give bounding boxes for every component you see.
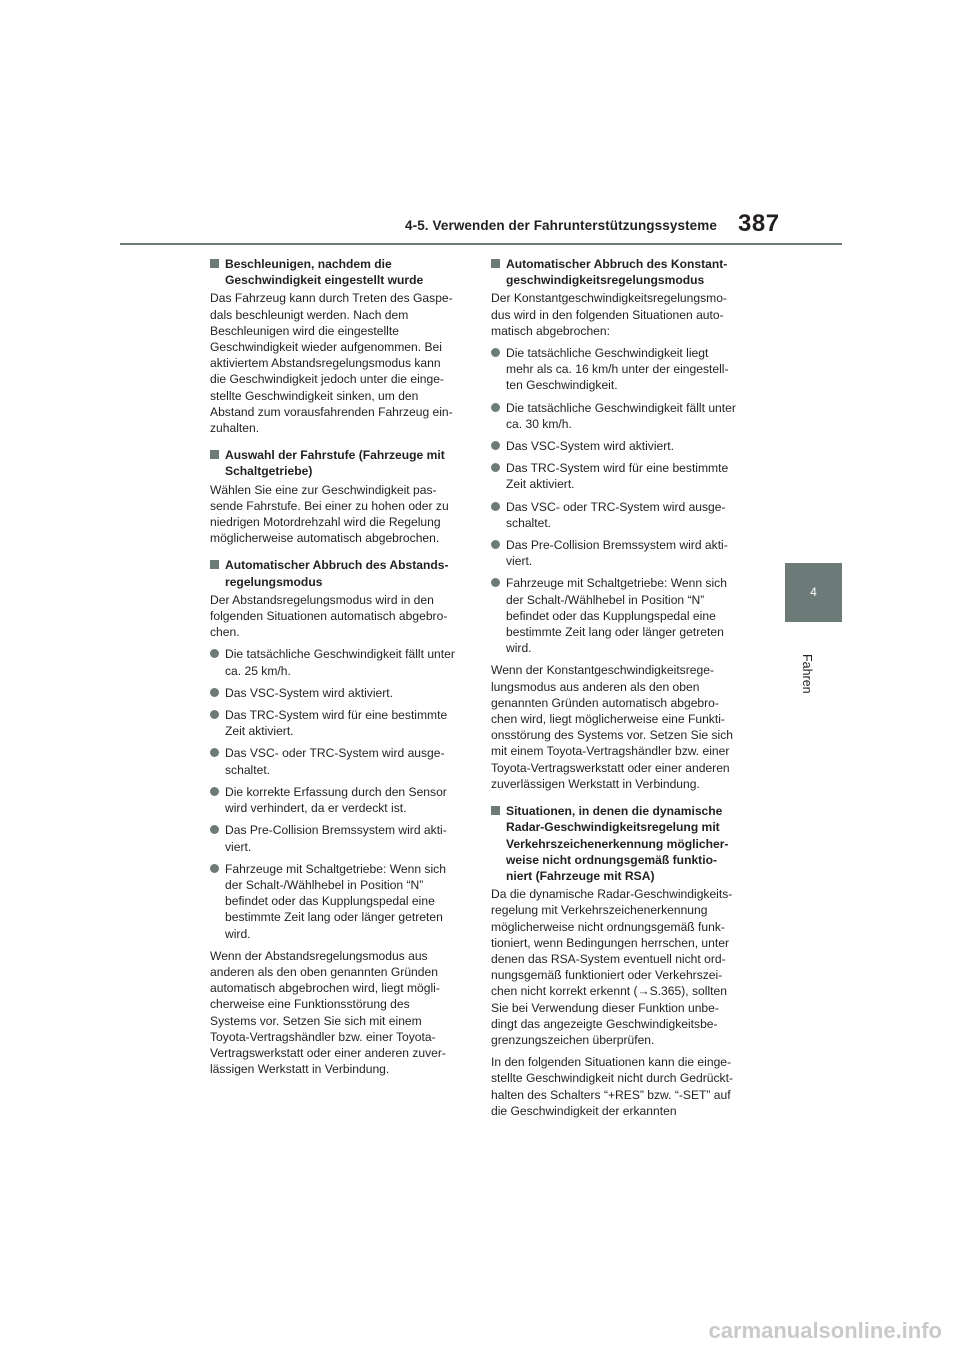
text-line: automatisch abgebrochen wird, liegt mögli- [210,981,440,996]
section-heading [491,803,749,884]
text-line: sende Fahrstufe. Bei einer zu hohen oder zu [210,498,449,513]
text-line: Wenn der Abstandsregelungsmodus aus [210,948,428,963]
square-bullet-icon [210,560,219,569]
right-column [491,256,749,1125]
left-column [210,256,468,1083]
text-line: chen nicht korrekt erkennt (→S.365), sollten [491,984,727,999]
text-line: aktiviertem Abstandsregelungsmodus kann [210,356,441,371]
list-item [491,400,749,432]
list-item [210,861,468,942]
square-bullet-icon [491,259,500,268]
text-line: Beschleunigen, nachdem die [225,257,392,271]
text-line: mehr als ca. 16 km/h unter der eingestell- [506,362,729,377]
circle-bullet-icon [491,502,500,511]
text-line: Beschleunigen wird die eingestellte [210,323,399,338]
list-item [210,784,468,816]
paragraph [210,592,468,641]
text-line: bestimmte Zeit lang oder länger getreten [225,910,443,925]
text-line: weise nicht ordnungsgemäß funktio- [506,852,717,867]
paragraph [491,662,749,792]
text-line: Die tatsächliche Geschwindigkeit fällt unter [225,647,455,662]
circle-bullet-icon [491,441,500,450]
text-line: ten Geschwindigkeit. [506,378,618,393]
text-line: denen das RSA-System eventuell nicht ord- [491,951,726,966]
text-line: schaltet. [225,762,271,777]
text-line: Automatischer Abbruch des Konstant- [506,257,728,271]
text-line: Zeit aktiviert. [506,477,575,492]
text-line: niedrigen Motordrehzahl wird die Regelung [210,515,441,530]
text-line: schaltet. [506,515,552,530]
text-line: die Geschwindigkeit jedoch unter die einge- [210,372,444,387]
text-line: Die tatsächliche Geschwindigkeit fällt unter [506,400,736,415]
paragraph [210,482,468,547]
text-line: der Schalt-/Wählhebel in Position “N” [506,592,705,607]
text-line: mit einem Toyota-Vertragshändler bzw. einer [491,744,730,759]
text-line: Systems vor. Setzen Sie sich mit einem [210,1013,422,1028]
text-line: grenzungszeichen überprüfen. [491,1032,655,1047]
text-line: Toyota-Vertragswerkstatt oder einer anderen [491,760,730,775]
text-line: Toyota-Vertragshändler bzw. einer Toyota- [210,1029,436,1044]
text-line: cherweise eine Funktionsstörung des [210,997,410,1012]
text-line: ca. 25 km/h. [225,663,291,678]
text-line: Das Fahrzeug kann durch Treten des Gaspe- [210,291,453,306]
text-line: Situationen, in denen die dynamische [506,804,723,819]
text-line: niert (Fahrzeuge mit RSA) [506,868,655,883]
circle-bullet-icon [491,578,500,587]
circle-bullet-icon [210,864,219,873]
text-line: chen wird, liegt möglicherweise eine Funkti- [491,712,725,727]
text-line: Radar-Geschwindigkeitsregelung mit [506,820,720,835]
text-line: Schaltgetriebe) [225,464,313,479]
text-line: Das Pre-Collision Bremssystem wird akti- [225,823,447,838]
circle-bullet-icon [491,348,500,357]
section-heading [491,256,749,288]
text-line: Abstand zum vorausfahrenden Fahrzeug ein- [210,404,453,419]
text-line: bestimmte Zeit lang oder länger getreten [506,625,724,640]
text-line: Sie bei Verwendung dieser Funktion unbe- [491,1000,719,1015]
section-title: 4-5. Verwenden der Fahrunterstützungssysteme [405,218,717,233]
text-line: Verkehrszeichenerkennung möglicher- [506,836,729,851]
chapter-tab[interactable]: 4 [785,563,842,622]
list-item [210,822,468,854]
circle-bullet-icon [210,649,219,658]
text-line: Die tatsächliche Geschwindigkeit liegt [506,346,709,361]
text-line: anderen als den oben genannten Gründen [210,964,438,979]
circle-bullet-icon [491,463,500,472]
text-line: chen. [210,625,240,640]
text-line: halten des Schalters “+RES” bzw. “-SET” auf [491,1087,731,1102]
text-line: Fahrzeuge mit Schaltgetriebe: Wenn sich [506,576,727,591]
text-line: regelungsmodus [225,574,323,589]
text-line: Der Abstandsregelungsmodus wird in den [210,592,434,607]
text-line: ca. 30 km/h. [506,416,572,431]
text-line: Das VSC- oder TRC-System wird ausge- [225,746,445,761]
chapter-label-text: Fahren [800,654,814,694]
circle-bullet-icon [210,825,219,834]
text-line: Fahrzeuge mit Schaltgetriebe: Wenn sich [225,861,446,876]
bullet-list [210,646,468,941]
text-line: möglicherweise nicht ordnungsgemäß funk- [491,919,725,934]
list-item [210,745,468,777]
text-line: matisch abgebrochen: [491,323,610,338]
text-line: Der Konstantgeschwindigkeitsregelungsmo- [491,291,727,306]
text-line: nungsgemäß funktioniert oder Verkehrszei- [491,968,723,983]
text-line: Da die dynamische Radar-Geschwindigkeits- [491,887,733,902]
text-line: dus wird in den folgenden Situationen auto- [491,307,724,322]
section-heading [210,256,468,288]
list-item [491,499,749,531]
text-line: Wählen Sie eine zur Geschwindigkeit pas- [210,482,437,497]
paragraph [210,290,468,436]
circle-bullet-icon [210,688,219,697]
text-line: onsstörung des Systems vor. Setzen Sie sich [491,728,733,743]
text-line: befindet oder das Kupplungspedal eine [225,894,435,909]
text-line: Das TRC-System wird für eine bestimmte [225,708,448,723]
text-line: lungsmodus aus anderen als den oben [491,679,700,694]
text-line: die Geschwindigkeit der erkannten [491,1103,677,1118]
section-heading [210,447,468,479]
text-line: viert. [225,839,252,854]
text-line: Das VSC-System wird aktiviert. [225,685,394,700]
list-item [491,575,749,656]
circle-bullet-icon [491,403,500,412]
paragraph [491,1054,749,1119]
text-line: der Schalt-/Wählhebel in Position “N” [225,877,424,892]
page-number: 387 [738,210,780,237]
text-line: Wenn der Konstantgeschwindigkeitsrege- [491,663,714,678]
list-item [210,646,468,678]
text-line: Zeit aktiviert. [225,724,294,739]
text-line: Auswahl der Fahrstufe (Fahrzeuge mit [225,448,445,463]
text-line: Das VSC- oder TRC-System wird ausge- [506,499,726,514]
text-line: stellte Geschwindigkeit sinken, um den [210,388,419,403]
header-divider [120,243,842,245]
text-line: viert. [506,554,533,569]
chapter-label [796,632,836,694]
text-line: In den folgenden Situationen kann die einge- [491,1055,732,1070]
text-line: wird. [506,641,532,656]
circle-bullet-icon [491,540,500,549]
text-line: tioniert, wenn Bedingungen herrschen, unter [491,935,730,950]
text-line: stellte Geschwindigkeit nicht durch Gedrückt- [491,1071,733,1086]
paragraph [210,948,468,1078]
paragraph [491,886,749,1048]
circle-bullet-icon [210,710,219,719]
text-line: geschwindigkeitsregelungsmodus [506,273,705,288]
text-line: zuverlässigen Werkstatt in Verbindung. [491,776,700,791]
text-line: genannten Gründen automatisch abgebro- [491,695,719,710]
text-line: dingt das angezeigte Geschwindigkeitsbe- [491,1016,718,1031]
square-bullet-icon [491,806,500,815]
list-item [210,685,468,701]
text-line: wird. [225,926,251,941]
square-bullet-icon [210,450,219,459]
text-line: befindet oder das Kupplungspedal eine [506,608,716,623]
paragraph [491,290,749,339]
text-line: Automatischer Abbruch des Abstands- [225,558,449,573]
circle-bullet-icon [210,787,219,796]
list-item [491,460,749,492]
list-item [210,707,468,739]
text-line: Das TRC-System wird für eine bestimmte [506,461,729,476]
text-line: möglicherweise automatisch abgebrochen. [210,531,440,546]
text-line: Das Pre-Collision Bremssystem wird akti- [506,538,728,553]
list-item [491,345,749,394]
text-line: Die korrekte Erfassung durch den Sensor [225,784,447,799]
section-heading [210,557,468,589]
text-line: Geschwindigkeit eingestellt wurde [225,273,424,288]
watermark-text: carmanualsonline.info [708,1318,942,1343]
text-line: lässigen Werkstatt in Verbindung. [210,1062,390,1077]
text-line: Das VSC-System wird aktiviert. [506,439,675,454]
text-line: regelung mit Verkehrszeichenerkennung [491,903,708,918]
list-item [491,537,749,569]
text-line: wird verhindert, da er verdeckt ist. [225,801,407,816]
square-bullet-icon [210,259,219,268]
text-line: Vertragswerkstatt oder einer anderen zuver- [210,1045,446,1060]
bullet-list [491,345,749,656]
text-line: Geschwindigkeit wieder aufgenommen. Bei [210,340,442,355]
text-line: folgenden Situationen automatisch abgebro- [210,609,448,624]
text-line: zuhalten. [210,421,260,436]
circle-bullet-icon [210,748,219,757]
list-item [491,438,749,454]
text-line: dals beschleunigt werden. Nach dem [210,307,409,322]
